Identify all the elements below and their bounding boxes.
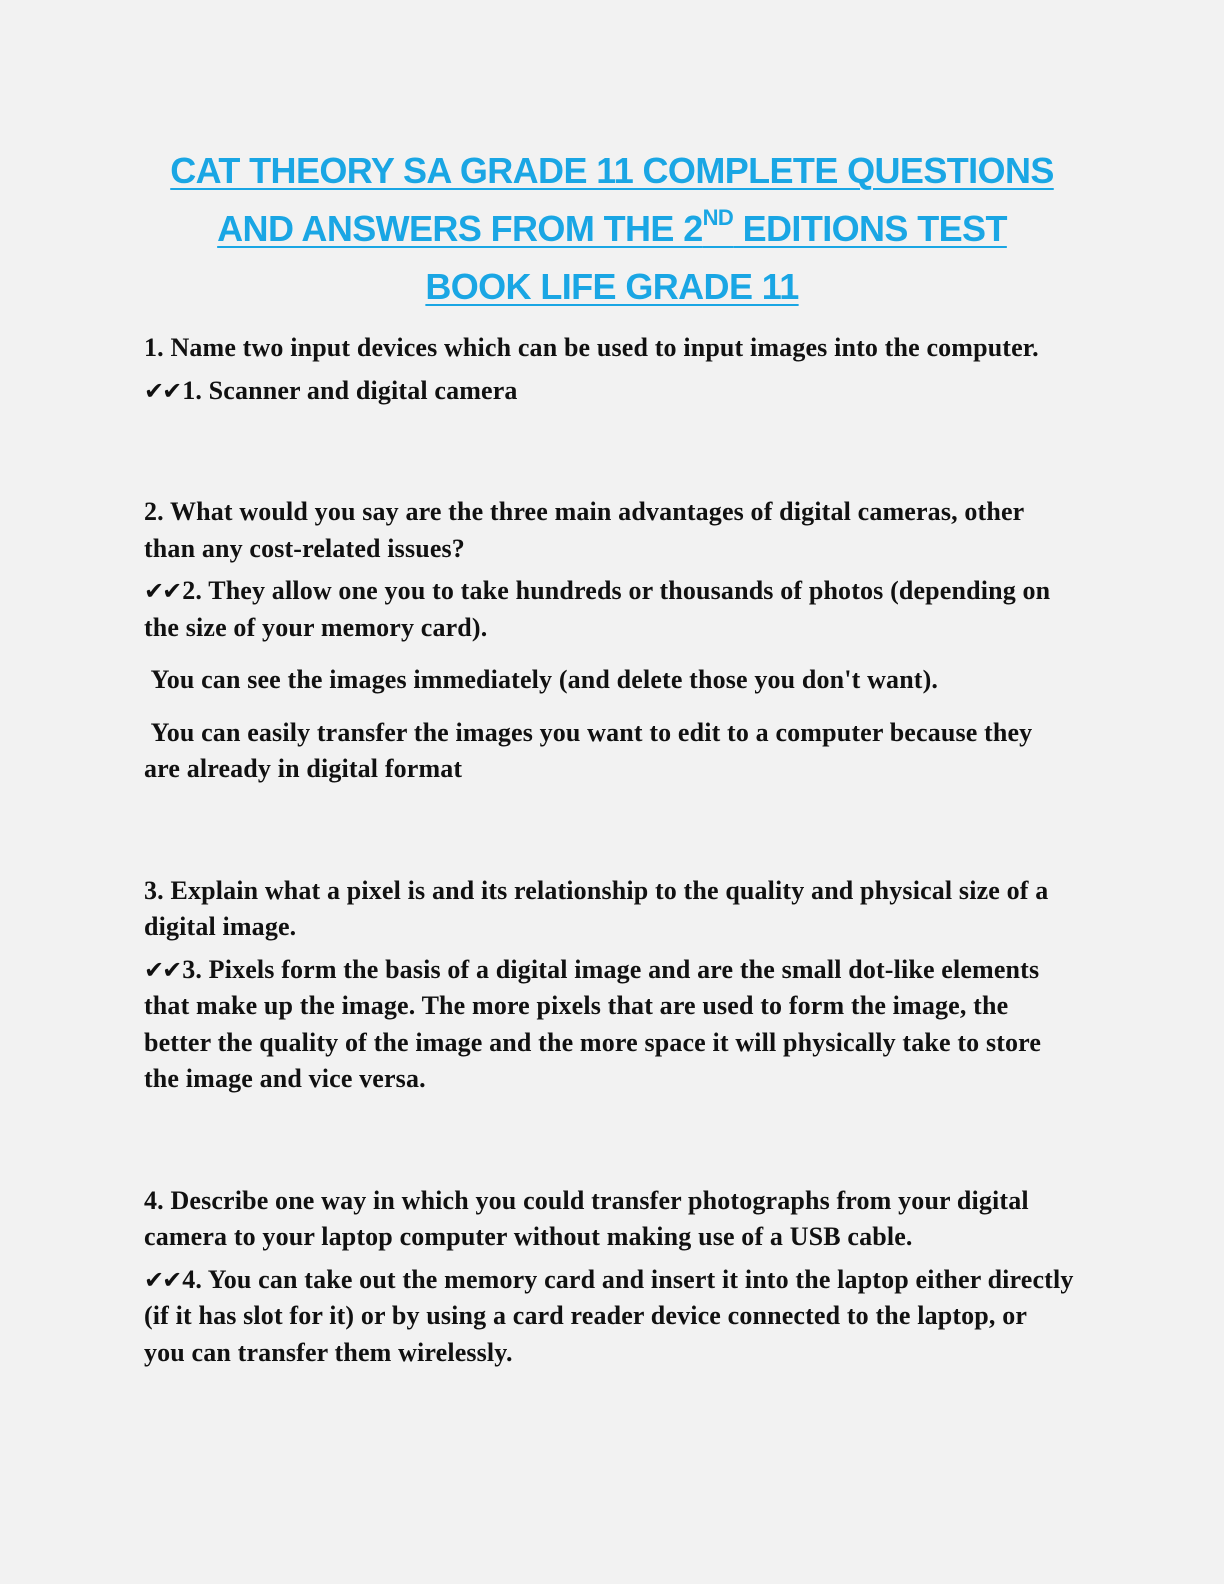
answer-4-text: 4. You can take out the memory card and insert it into the laptop either directly (if it has slot for it) or by using a card reader device connected to the laptop, or you can transfer them wirelessly. <box>144 1264 1074 1367</box>
document-title <box>120 142 1104 316</box>
title-superscript: ND <box>702 205 734 230</box>
double-check-icon: ✔✔ <box>144 577 181 605</box>
answer-2-point-3: You can easily transfer the images you want to edit to a computer because they are already in digital format <box>144 717 1039 783</box>
answer-4 <box>144 1262 1074 1372</box>
title-line-2 <box>217 205 1007 249</box>
answer-2-point-2: You can see the images immediately (and delete those you don't want). <box>144 665 939 694</box>
qa-list <box>144 330 1074 1371</box>
answer-3-text: 3. Pixels form the basis of a digital image and are the small dot-like elements that make up the image. The more pixels that are used to form the image, the better the quality of the image and the more space it will physically take to store the image and vice versa. <box>144 954 1042 1093</box>
double-check-icon: ✔✔ <box>144 955 181 984</box>
answer-1-text: 1. Scanner and digital camera <box>182 375 518 405</box>
answer-3 <box>144 952 1074 1098</box>
question-1: 1. Name two input devices which can be used to input images into the computer. <box>144 333 1039 362</box>
answer-1 <box>144 373 1074 410</box>
question-2: 2. What would you say are the three main advantages of digital cameras, other than any cost-related issues? <box>144 497 1024 563</box>
question-4: 4. Describe one way in which you could transfer photographs from your digital camera to your laptop computer without making use of a USB cable. <box>144 1185 1029 1251</box>
answer-2-text: 2. They allow one you to take hundreds or thousands of photos (depending on the size of your memory card). <box>144 576 1051 642</box>
double-check-icon: ✔✔ <box>144 1265 181 1294</box>
question-3: 3. Explain what a pixel is and its relationship to the quality and physical size of a digital image. <box>144 875 1049 941</box>
title-line-3: BOOK LIFE GRADE 11 <box>425 266 799 307</box>
title-line-2-text: AND ANSWERS FROM THE 2 <box>217 208 703 249</box>
title-line-2-tail: EDITIONS TEST <box>733 208 1007 249</box>
answer-2 <box>144 573 1074 646</box>
double-check-icon: ✔✔ <box>144 376 181 405</box>
title-line-1: CAT THEORY SA GRADE 11 COMPLETE QUESTIONS <box>170 150 1054 191</box>
